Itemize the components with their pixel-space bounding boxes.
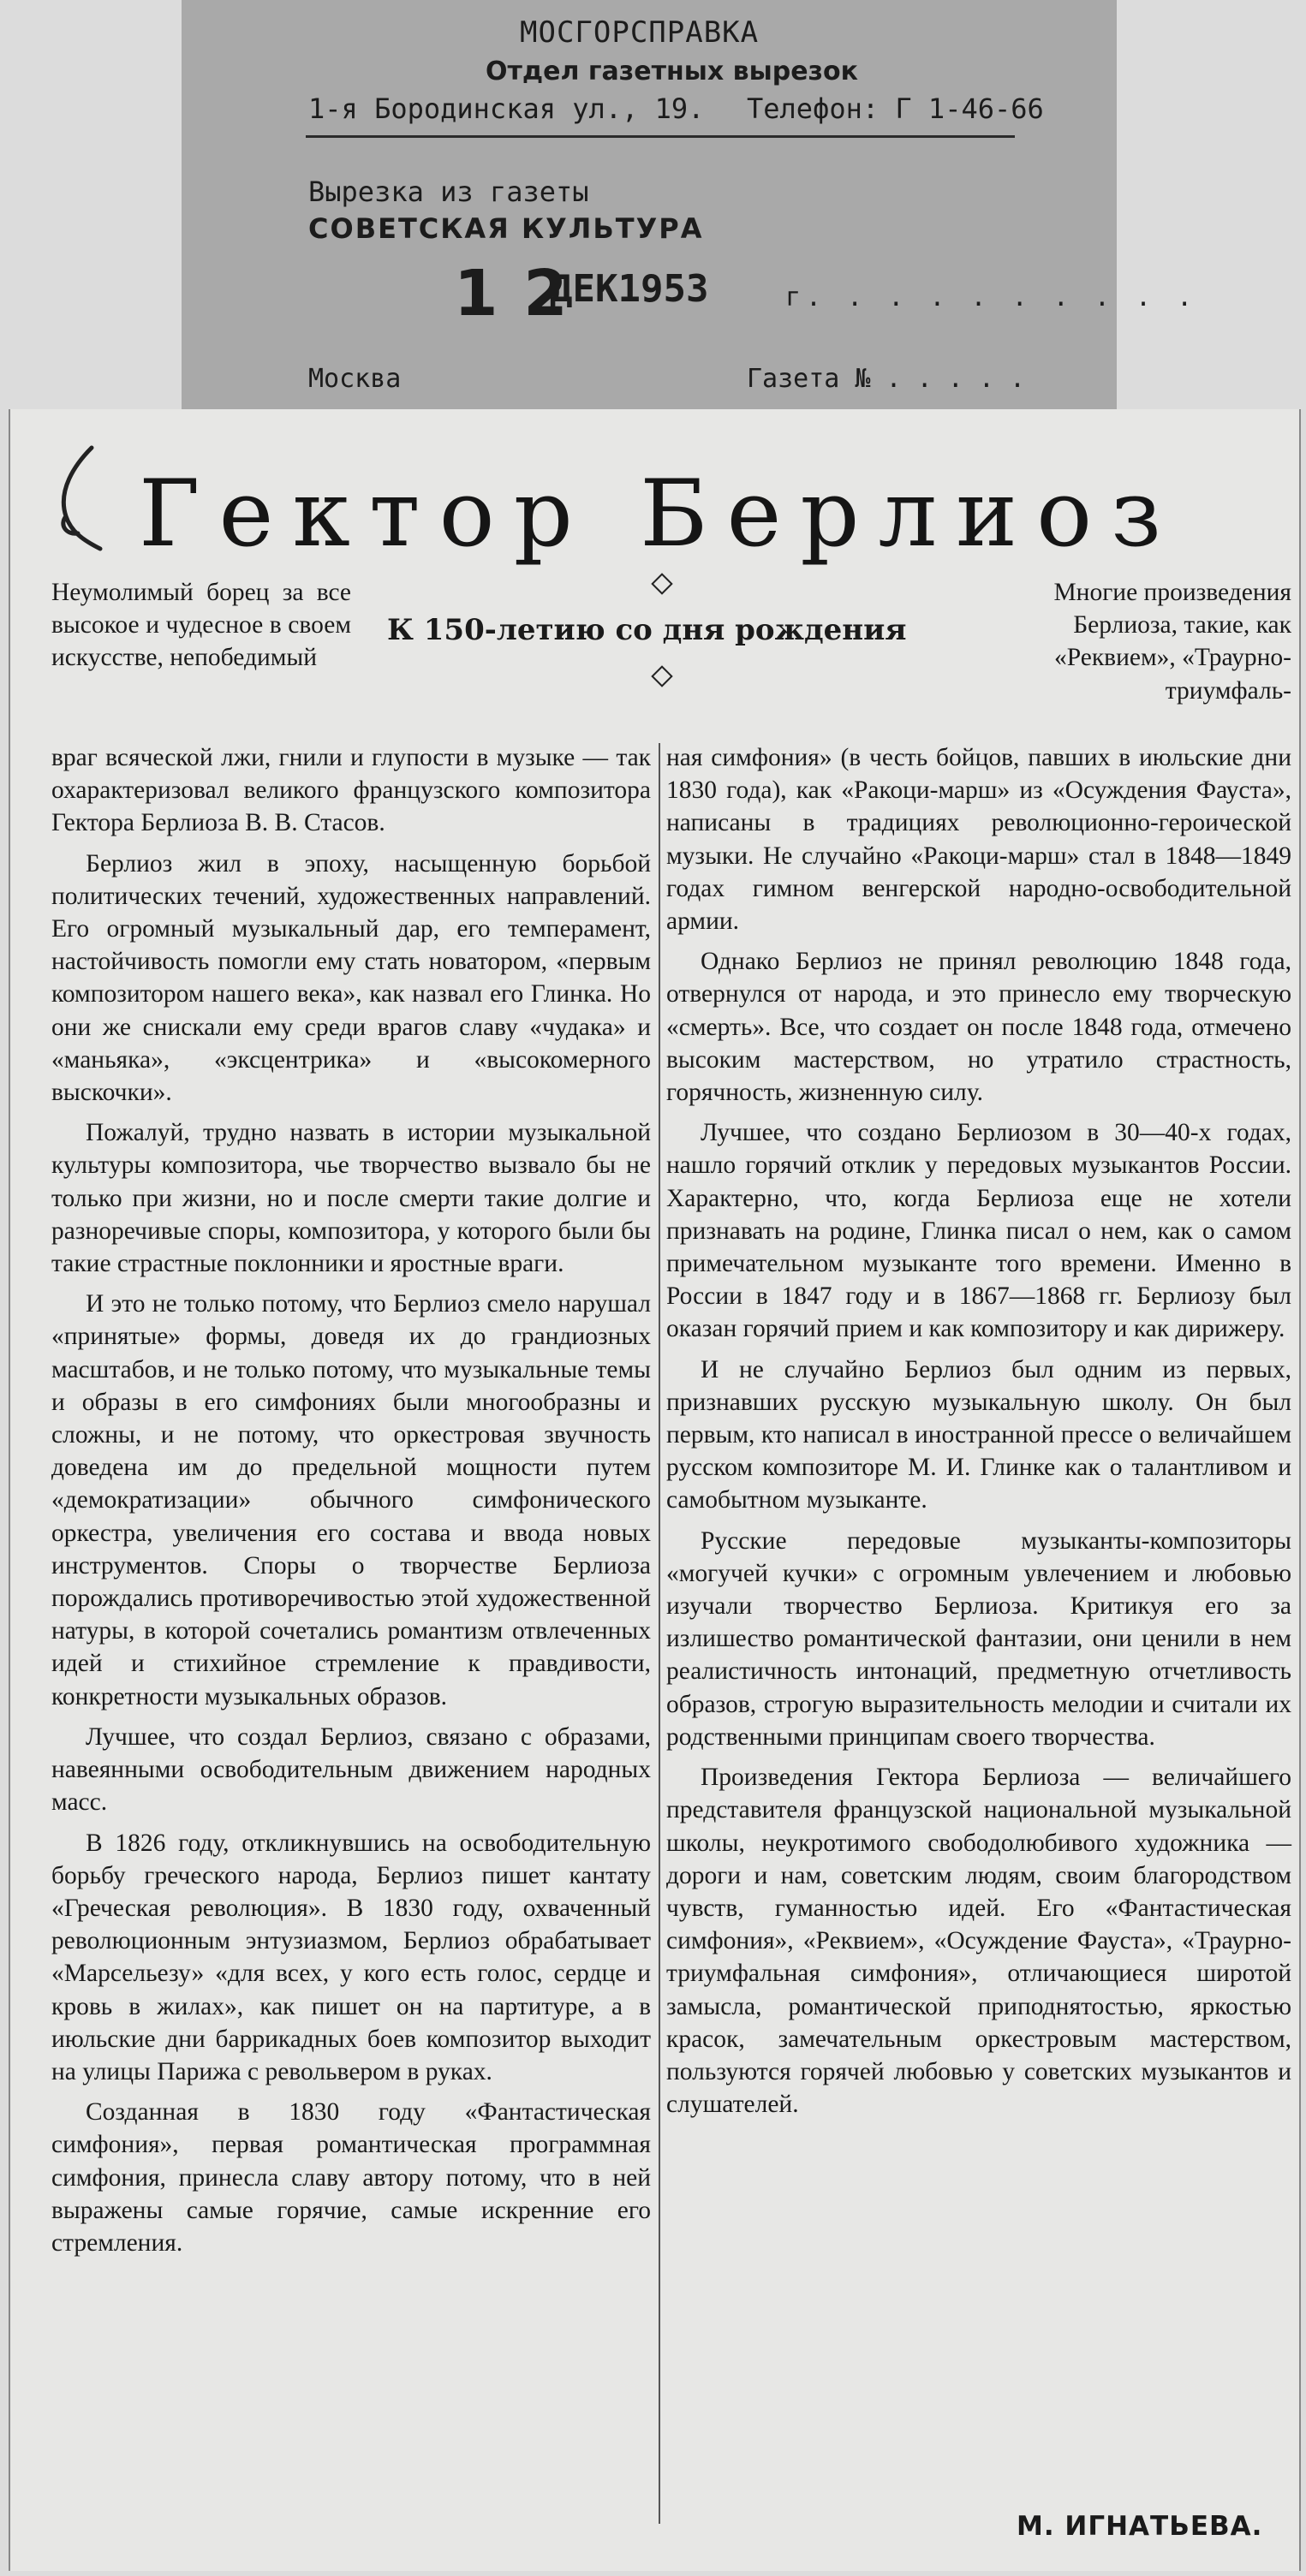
paragraph: Произведения Гектора Берлиоза — величайшего представителя французской национальной музыкальной школы, неукротимого свободолюбивого художника — дороги и нам, советским людям, своим благородством чувств, гуманностью идей. Его «Фантастическая симфония», «Реквием», «Осуждение Фауста», «Траурно-триумфальная симфония», отличающиеся широтой замысла, романтической приподнятостью, яркостью красок, замечательным оркестровым мастерством, пользуются горячей любовью у советских музыкантов и слушателей. [666, 1764, 1291, 2119]
paragraph: Созданная в 1830 году «Фантастическая симфония», первая романтическая программная симфония, принесла славу автору потому, что в ней выражены самые горячие, самые искренние его стремления. [51, 2098, 651, 2257]
stamp-clipping-from: Вырезка из газеты [308, 176, 589, 208]
stamp-newspaper: СОВЕТСКАЯ КУЛЬТУРА [308, 212, 704, 245]
paragraph: Пожалуй, трудно назвать в истории музыкальной культуры композитора, чье творчество вызвало бы не только при жизни, но и после смерти такие долгие и разноречивые споры, композитора, у которого были бы такие страстные поклонники и яростные враги. [51, 1119, 651, 1278]
stamp-gazette-number: Газета № . . . . . [747, 364, 1026, 394]
stamp-date-day: 1 2 [454, 257, 570, 330]
article-column-2 [666, 741, 1291, 2128]
column-divider [659, 743, 660, 2524]
stamp-title: МОСГОРСПРАВКА [520, 15, 760, 50]
stamp-address: 1-я Бородинская ул., 19. [308, 92, 705, 125]
paragraph: ная симфония» (в честь бойцов, павших в июльские дни 1830 года), как «Ракоци-марш» из «Осуждения Фауста», написаны в традициях революционно-героической музыки. Не случайно «Ракоци-марш» стал в 1848—1849 годах гимном венгерской народно-освободительной армии. [666, 744, 1291, 936]
author-signature: М. ИГНАТЬЕВА. [1017, 2511, 1263, 2542]
column-2-intro [969, 576, 1291, 715]
article-subheadline: К 150-летию со дня рождения [387, 613, 907, 647]
paragraph: Лучшее, что создал Берлиоз, связано с образами, навеянными освободительным движением народных масс. [51, 1722, 651, 1817]
paragraph: Однако Берлиоз не принял революцию 1848 года, отвернулся от народа, и это принесло ему творческую «смерть». Все, что создает он после 1848 года, отмечено высоким мастерством, но утратило страстность, горячность, жизненную силу. [666, 948, 1291, 1107]
diamond-ornament-top [651, 573, 672, 594]
stamp-date-suffix: г. . . . . . . . . . [785, 283, 1198, 312]
intro-paragraph-right: Многие произведения Берлиоза, такие, как «Реквием», «Траурно-триумфаль- [1053, 579, 1291, 705]
stamp-department: Отдел газетных вырезок [486, 57, 858, 86]
stamp-date-month-year: ДЕК1953 [550, 267, 709, 311]
paragraph: В 1826 году, откликнувшись на освободительную борьбу греческого народа, Берлиоз пишет кантату «Греческая революция». В 1830 году, охваченный революционным энтузиазмом, Берлиоз обрабатывает «Марсельезу» «для всех, у кого есть голос, сердце и кровь в жилах», как пишет он на партитуре, а в июльские дни баррикадных боев композитор выходит на улицы Парижа с револьвером в руках. [51, 1829, 651, 2085]
paragraph: И не случайно Берлиоз был одним из первых, признавших русскую музыкальную школу. Он был первым, кто написал в иностранной прессе о величайшем русском композиторе М. И. Глинке как о талантливом и самобытном музыканте. [666, 1355, 1291, 1514]
archive-stamp [182, 0, 1198, 409]
flourish-ornament [40, 439, 117, 559]
article-column-1 [51, 741, 651, 2267]
column-1-intro [51, 576, 351, 682]
paragraph: враг всяческой лжи, гнили и глупости в музыке — так охарактеризовал великого французского композитора Гектора Берлиоза В. В. Стасов. [51, 744, 651, 837]
paragraph: Берлиоз жил в эпоху, насыщенную борьбой политических течений, художественных направлений. Его огромный музыкальный дар, его темперамент, настойчивость помогли ему стать новатором, «первым композитором нашего века», как назвал его Глинка. Но они же снискали ему среди врагов славу «чудака» и «маньяка», «эксцентрика» и «высокомерного выскочки». [51, 849, 651, 1107]
paragraph: Лучшее, что создано Берлиозом в 30—40-х годах, нашло горячий отклик у передовых музыкантов России. Характерно, что, когда Берлиоза еще не хотели признавать на родине, Глинка писал о нем, как о самом примечательном музыканте того времени. Именно в России в 1847 году и в 1867—1868 гг. Берлиозу был оказан горячий прием и как композитору и как дирижеру. [666, 1119, 1291, 1343]
newspaper-clipping [9, 409, 1301, 2571]
diamond-ornament-bottom [651, 665, 672, 687]
intro-paragraph-left: Неумолимый борец за все высокое и чудесное в своем искусстве, непобедимый [51, 579, 351, 672]
paragraph: Русские передовые музыканты-композиторы «могучей кучки» с огромным увлечением и любовью изучали творчество Берлиоза. Критикуя его за излишество романтической фантазии, они ценили в нем реалистичность интонаций, предметную отчетливость образов, строгую выразительность мелодии и считали их родственными принципам своего творчества. [666, 1526, 1291, 1751]
stamp-city: Москва [308, 364, 402, 394]
paragraph: И это не только потому, что Берлиоз смело нарушал «принятые» формы, доведя их до грандиозных масштабов, и не только потому, что музыкальные темы и образы в его симфониях были многообразны и сложны, и не потому, что оркестровая звучность доведена им до предельной мощности путем «демократизации» обычного симфонического оркестра, увеличения его состава и ввода новых инструментов. Споры о творчестве Берлиоза порождались противоречивостью этой художественной натуры, в которой сочетались романтизм отвлеченных идей и стихийное стремление к правдивости, конкретности музыкальных образов. [51, 1290, 651, 1710]
stamp-divider [306, 135, 1015, 138]
stamp-phone: Телефон: Г 1-46-66 [747, 92, 1044, 125]
article-headline: Гектор Берлиоз [139, 461, 1181, 568]
